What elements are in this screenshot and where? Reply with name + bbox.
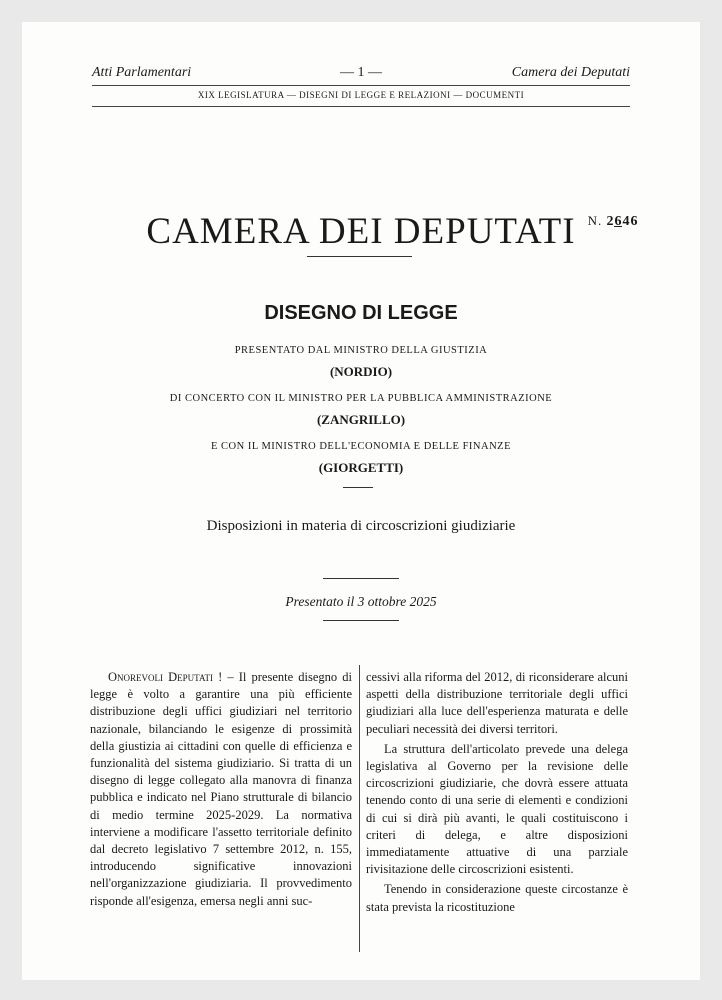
page-number: — 1 — — [340, 65, 382, 80]
document-number-value: 2646 — [606, 214, 639, 229]
chamber-title-block — [22, 210, 700, 253]
and-with-line: E CON IL MINISTRO DELL'ECONOMIA E DELLE FINANZE — [210, 441, 511, 452]
bill-subject: Disposizioni in materia di circoscrizioni giudiziarie — [206, 518, 516, 534]
header-rule-bottom — [92, 106, 630, 107]
ministers-rule — [343, 487, 373, 488]
body-paragraph: cessivi alla riforma del 2012, di riconsiderare alcuni aspetti della distribuzione territoriale degli uffici giudiziari alla luce dell'esperienza maturata e delle peculiari necessità dei diversi territori. — [366, 670, 628, 736]
in-concert-line: DI CONCERTO CON IL MINISTRO PER LA PUBBLICA AMMINISTRAZIONE — [169, 393, 553, 404]
title-rule — [307, 256, 412, 257]
number-underline — [614, 226, 622, 227]
body-paragraph: Tenendo in considerazione queste circostanze è stata prevista la ricostituzione — [366, 882, 628, 914]
body-column-left — [90, 669, 352, 910]
document-number — [588, 213, 639, 230]
body-column-right — [366, 669, 628, 916]
salutation: Onorevoli Deputati ! — [108, 670, 223, 684]
header-right: Camera dei Deputati — [511, 65, 630, 80]
bill-type-heading: DISEGNO DI LEGGE — [264, 302, 458, 324]
running-header — [92, 62, 630, 84]
body-text: – Il presente disegno di legge è volto a garantire una più efficiente distribuzione degli uffici giudiziari nel territorio nazionale, bilanciando le esigenze di prossimità della giustizia ai cittadini con quelle di efficienza e funzionalità del sistema giudiziario. Si tratta di un disegno di legge collegato alla manovra di finanza pubblica e indicato nel Piano strutturale di bilancio di medio termine 2025-2029. La normativa interviene a modificare l'assetto territoriale definito dal decreto legislativo 7 settembre 2012, n. 155, introducendo significative innovazioni nell'organizzazione giudiziaria. Il provvedimento risponde all'esigenza, emersa negli anni suc- — [90, 670, 352, 908]
presentation-date: Presentato il 3 ottobre 2025 — [285, 594, 437, 609]
column-divider — [359, 665, 360, 952]
document-number-label: N. — [587, 213, 603, 228]
subject-rule-bottom — [323, 620, 399, 621]
body-paragraph: La struttura dell'articolato prevede una delega legislativa al Governo per la revisione delle circoscrizioni giudiziarie, che dovrà essere attuata tenendo conto di una serie di elementi e condizioni di cui si dirà più avanti, le quali costituiscono i criteri di delega, e altre disposizioni immediatamente attuative di una parziale rivisitazione delle circoscrizioni esistenti. — [366, 741, 628, 877]
minister-zangrillo: (ZANGRILLO) — [316, 412, 406, 427]
minister-nordio: (NORDIO) — [329, 364, 393, 379]
subject-rule-top — [323, 578, 399, 579]
body-paragraph — [90, 669, 352, 910]
minister-giorgetti: (GIORGETTI) — [318, 460, 404, 475]
document-page — [22, 22, 700, 980]
header-rule-top — [92, 85, 630, 86]
legislatura-line: XIX LEGISLATURA — DISEGNI DI LEGGE E RELAZIONI — DOCUMENTI — [197, 90, 525, 100]
chamber-title: CAMERA DEI DEPUTATI — [146, 211, 576, 252]
presented-by-line: PRESENTATO DAL MINISTRO DELLA GIUSTIZIA — [234, 345, 488, 356]
header-left: Atti Parlamentari — [92, 65, 192, 80]
